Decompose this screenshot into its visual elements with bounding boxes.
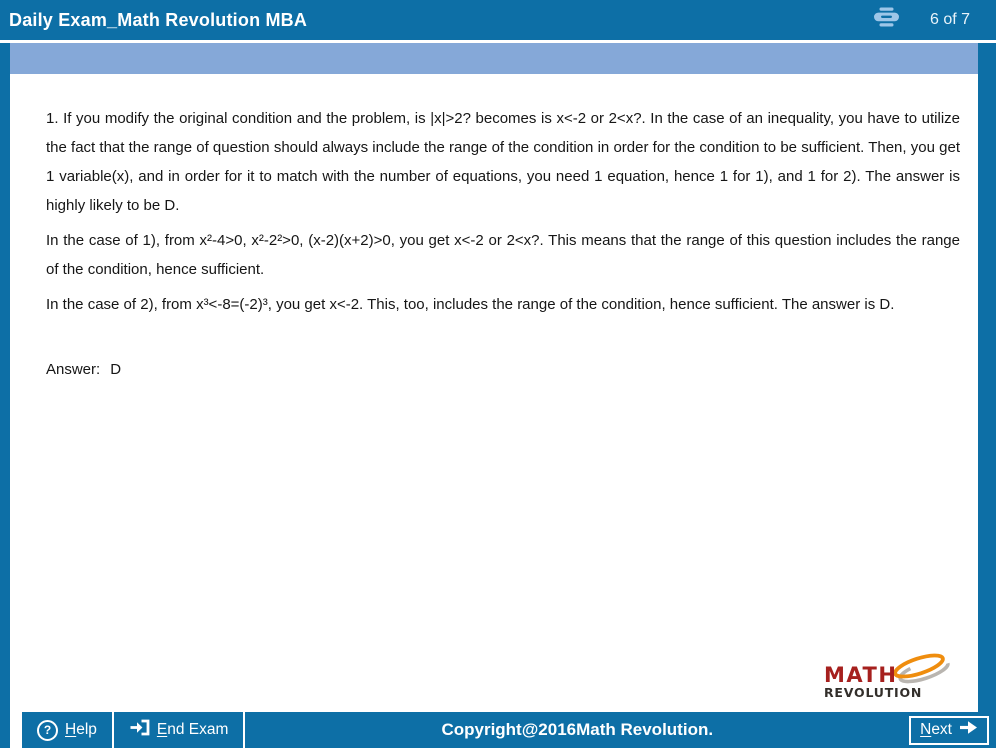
next-button-label: Next (920, 720, 952, 738)
answer-line (46, 355, 960, 384)
math-revolution-logo (824, 664, 948, 700)
sub-toolbar (0, 43, 996, 76)
next-button[interactable] (909, 716, 989, 745)
end-exam-button[interactable] (114, 712, 244, 748)
explanation-content (10, 78, 978, 712)
title-bar-right (873, 7, 980, 33)
copyright-text: Copyright@2016Math Revolution. (441, 720, 714, 739)
arrow-right-icon (959, 720, 978, 740)
explanation-paragraph: In the case of 1), from x²-4>0, x²-2²>0, (x-2)(x+2)>0, you get x<-2 or 2<x?. This means that the range of this question includes the range of the condition, hence sufficient. (46, 232, 960, 278)
end-exam-button-label: End Exam (156, 721, 229, 738)
question-mark-icon: ? (37, 720, 58, 741)
explanation-paragraph: 1. If you modify the original condition and the problem, is |x|>2? becomes is x<-2 or 2<x?. In the case of an inequality, you have to utilize the fact that the range of question should always include the range of the condition in order for the condition to be sufficient. Then, you get 1 variable(x), and in order for it to match with the number of equations, you need 1 equation, hence 1 for 1), and 1 for 2). The answer is highly likely to be D. (46, 110, 960, 214)
logo-revolution-text: REVOLUTION (824, 685, 923, 700)
window-border-left (0, 43, 10, 748)
app-title: Daily Exam_Math Revolution MBA (9, 9, 308, 30)
title-bar (0, 0, 996, 40)
footer-bar (22, 712, 996, 748)
help-button-label: Help (65, 721, 97, 738)
window-border-right (978, 43, 996, 748)
print-button[interactable] (873, 7, 900, 33)
answer-value: D (110, 361, 122, 378)
explanation-paragraph: In the case of 2), from x³<-8=(-2)³, you get x<-2. This, too, includes the range of the condition, hence sufficient. The answer is D. (46, 296, 895, 313)
exit-arrow-icon (129, 719, 150, 741)
printer-icon (873, 7, 900, 33)
answer-label: Answer: (46, 361, 101, 378)
page-indicator: 6 of 7 (929, 11, 970, 28)
help-button[interactable] (22, 712, 112, 748)
logo-math-text: MATH (824, 663, 898, 687)
